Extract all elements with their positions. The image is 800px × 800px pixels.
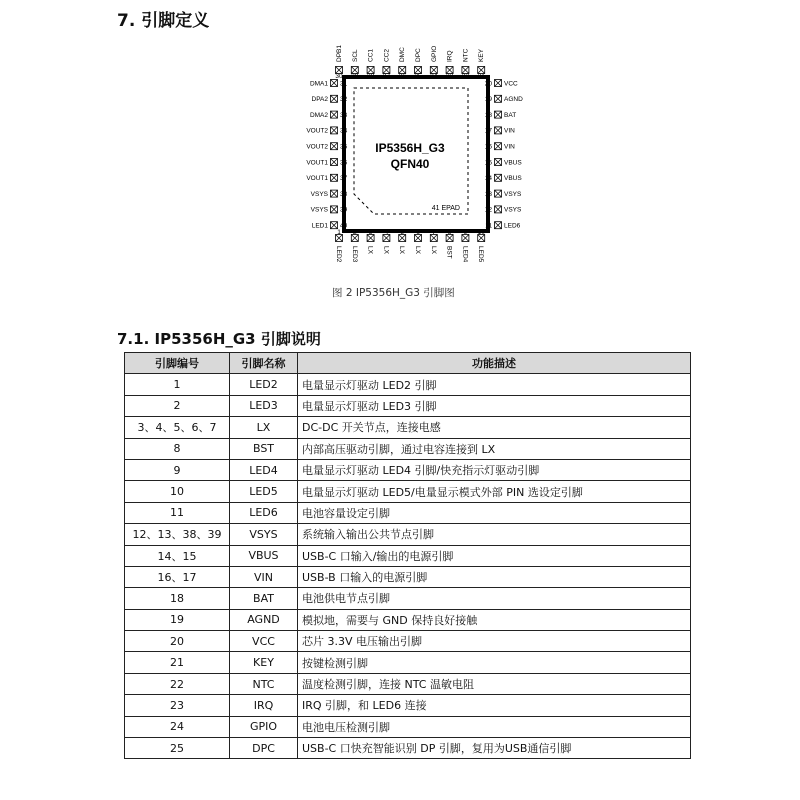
table-row bbox=[125, 417, 691, 438]
epad-label: 41 EPAD bbox=[431, 205, 460, 212]
table-row bbox=[125, 566, 691, 587]
pin-name: LX bbox=[382, 246, 390, 254]
table-title: 7.1. IP5356H_G3 引脚说明 bbox=[117, 330, 321, 348]
pin-number: 35 bbox=[340, 143, 348, 151]
pin-pad-right-5 bbox=[495, 159, 502, 166]
pin-number: 16 bbox=[484, 143, 492, 151]
pin-name: DMA1 bbox=[309, 80, 328, 88]
pin-number-cell: 8 bbox=[125, 438, 230, 459]
pin-number: 38 bbox=[340, 190, 348, 198]
pin-name: VOUT1 bbox=[306, 175, 328, 183]
pinout-diagram bbox=[0, 0, 800, 300]
pin-pad-left-2 bbox=[331, 111, 338, 118]
pin-name: VSYS bbox=[504, 206, 522, 214]
pin-number: 21 bbox=[477, 73, 485, 80]
pin-pad-right-0 bbox=[495, 80, 502, 87]
pin-number: 20 bbox=[484, 80, 492, 88]
pin-pad-right-6 bbox=[495, 174, 502, 181]
pin-name: LX bbox=[366, 246, 374, 254]
pin-pad-left-8 bbox=[331, 206, 338, 213]
pin-name-cell: LED2 bbox=[230, 374, 298, 395]
pin-name-cell: LX bbox=[230, 417, 298, 438]
function-cell: 内部高压驱动引脚，通过电容连接到 LX bbox=[298, 438, 691, 459]
pin-name: DMC bbox=[399, 47, 407, 62]
pin-number: 9 bbox=[463, 229, 468, 236]
pin-number-cell: 24 bbox=[125, 716, 230, 737]
pin-name: VBUS bbox=[504, 159, 522, 167]
pin-pad-left-5 bbox=[331, 159, 338, 166]
table-header-row bbox=[125, 353, 691, 374]
pin-name-cell: NTC bbox=[230, 673, 298, 694]
function-cell: 电池容量设定引脚 bbox=[298, 502, 691, 523]
pin-name: VSYS bbox=[504, 190, 522, 198]
pin-name: IRQ bbox=[446, 50, 454, 62]
pin-name: VOUT2 bbox=[306, 143, 328, 151]
function-cell: 电量显示灯驱动 LED5/电量显示模式外部 PIN 选设定引脚 bbox=[298, 481, 691, 502]
pin-pad-left-7 bbox=[331, 190, 338, 197]
pin-number: 27 bbox=[382, 73, 391, 80]
table-row bbox=[125, 652, 691, 673]
pin-pad-right-4 bbox=[495, 143, 502, 150]
table-row bbox=[125, 716, 691, 737]
pin-number: 33 bbox=[340, 111, 348, 119]
pin-number-cell: 16、17 bbox=[125, 566, 230, 587]
table-row bbox=[125, 438, 691, 459]
section-title: 7. 引脚定义 bbox=[117, 11, 210, 31]
pin-name: DPA2 bbox=[311, 96, 328, 104]
pin-number-cell: 9 bbox=[125, 459, 230, 480]
function-cell: 芯片 3.3V 电压输出引脚 bbox=[298, 631, 691, 652]
pin-name: LED4 bbox=[461, 246, 469, 263]
pin-number: 12 bbox=[484, 206, 492, 214]
function-cell: 电池电压检测引脚 bbox=[298, 716, 691, 737]
pin-number-cell: 19 bbox=[125, 609, 230, 630]
function-cell: 按键检测引脚 bbox=[298, 652, 691, 673]
pin-name: AGND bbox=[504, 96, 523, 104]
function-cell: 电量显示灯驱动 LED4 引脚/快充指示灯驱动引脚 bbox=[298, 459, 691, 480]
pin-number: 34 bbox=[340, 127, 348, 135]
pin-pad-right-1 bbox=[495, 95, 502, 102]
pin-number: 30 bbox=[335, 73, 343, 80]
pin-number-cell: 18 bbox=[125, 588, 230, 609]
pin-name: LX bbox=[414, 246, 421, 254]
pin-number-cell: 10 bbox=[125, 481, 230, 502]
pin-pad-left-1 bbox=[331, 95, 338, 102]
table-row bbox=[125, 545, 691, 566]
pin-name-cell: LED5 bbox=[230, 481, 298, 502]
pin-name: CC2 bbox=[383, 48, 391, 62]
table-row bbox=[125, 631, 691, 652]
pin-name-cell: VCC bbox=[230, 631, 298, 652]
pin-number: 22 bbox=[461, 73, 470, 80]
pin-number-cell: 23 bbox=[125, 695, 230, 716]
function-cell: 模拟地，需要与 GND 保持良好接触 bbox=[298, 609, 691, 630]
pin-name: LX bbox=[398, 246, 406, 254]
pin-number: 13 bbox=[484, 190, 492, 198]
pin-number: 2 bbox=[352, 229, 357, 236]
function-cell: 电池供电节点引脚 bbox=[298, 588, 691, 609]
pin-name: VOUT2 bbox=[306, 127, 328, 135]
pin-pad-right-8 bbox=[495, 206, 502, 213]
pin-number: 32 bbox=[340, 96, 348, 104]
pin-name-cell: BST bbox=[230, 438, 298, 459]
pin-name-cell: LED6 bbox=[230, 502, 298, 523]
pin-number: 7 bbox=[431, 229, 436, 236]
pin-name: CC1 bbox=[367, 48, 375, 62]
pin-name: SCL bbox=[351, 49, 359, 62]
chip-part-label: IP5356H_G3 bbox=[375, 141, 445, 155]
pin-name: VBUS bbox=[504, 175, 522, 183]
pin-number: 15 bbox=[484, 159, 492, 167]
function-cell: USB-C 口快充智能识别 DP 引脚，复用为USB通信引脚 bbox=[298, 738, 691, 759]
pin-number: 31 bbox=[340, 80, 348, 88]
pin-name-cell: AGND bbox=[230, 609, 298, 630]
pin-name-cell: VIN bbox=[230, 566, 298, 587]
table-row bbox=[125, 738, 691, 759]
pin-name: DMA2 bbox=[309, 111, 328, 119]
pin-number-cell: 12、13、38、39 bbox=[125, 524, 230, 545]
table-row bbox=[125, 588, 691, 609]
pin-name: VCC bbox=[504, 80, 518, 88]
pin-number: 29 bbox=[351, 73, 359, 80]
function-cell: DC-DC 开关节点，连接电感 bbox=[298, 417, 691, 438]
pin-number: 39 bbox=[340, 206, 348, 214]
pin-name-cell: KEY bbox=[230, 652, 298, 673]
table-row bbox=[125, 673, 691, 694]
pin-number: 24 bbox=[430, 73, 438, 80]
pin-number: 6 bbox=[416, 229, 420, 236]
function-cell: USB-B 口输入的电源引脚 bbox=[298, 566, 691, 587]
pin-number-cell: 21 bbox=[125, 652, 230, 673]
pin-number-cell: 22 bbox=[125, 673, 230, 694]
pin-number-cell: 20 bbox=[125, 631, 230, 652]
chip-package-label: QFN40 bbox=[390, 157, 430, 171]
pin-pad-right-9 bbox=[495, 222, 502, 229]
pin-pad-right-3 bbox=[495, 127, 502, 134]
function-cell: 电量显示灯驱动 LED3 引脚 bbox=[298, 395, 691, 416]
table-row bbox=[125, 502, 691, 523]
pin-number: 14 bbox=[484, 175, 492, 183]
table-row bbox=[125, 374, 691, 395]
function-cell: IRQ 引脚，和 LED6 连接 bbox=[298, 695, 691, 716]
pin-name: DPB1 bbox=[336, 45, 343, 62]
pin-name: BST bbox=[445, 246, 453, 259]
pin-name-cell: LED3 bbox=[230, 395, 298, 416]
pin-name-cell: LED4 bbox=[230, 459, 298, 480]
function-cell: 系统输入输出公共节点引脚 bbox=[298, 524, 691, 545]
table-row bbox=[125, 609, 691, 630]
pin-number-cell: 2 bbox=[125, 395, 230, 416]
pin-name: DPC bbox=[415, 48, 422, 62]
pin-name: LED5 bbox=[477, 246, 485, 263]
pin-number: 23 bbox=[445, 73, 454, 80]
function-cell: 温度检测引脚，连接 NTC 温敏电阻 bbox=[298, 673, 691, 694]
pin-name-cell: BAT bbox=[230, 588, 298, 609]
header-pin-number: 引脚编号 bbox=[125, 353, 230, 374]
table-row bbox=[125, 524, 691, 545]
pin-name-cell: VSYS bbox=[230, 524, 298, 545]
pin-name-cell: IRQ bbox=[230, 695, 298, 716]
header-pin-name: 引脚名称 bbox=[230, 353, 298, 374]
figure-caption: 图 2 IP5356H_G3 引脚图 bbox=[332, 287, 455, 299]
table-row bbox=[125, 395, 691, 416]
pin-name-cell: GPIO bbox=[230, 716, 298, 737]
pin-number: 36 bbox=[340, 159, 348, 167]
pin-name: KEY bbox=[478, 48, 486, 62]
pin-number: 40 bbox=[340, 222, 348, 230]
pin-number-cell: 3、4、5、6、7 bbox=[125, 417, 230, 438]
pin-number: 3 bbox=[368, 229, 373, 236]
header-function: 功能描述 bbox=[298, 353, 691, 374]
pin-number-cell: 11 bbox=[125, 502, 230, 523]
pin-name: LED3 bbox=[350, 246, 358, 263]
pin-pad-left-9 bbox=[331, 222, 338, 229]
pin-pad-right-7 bbox=[495, 190, 502, 197]
pin-number: 17 bbox=[484, 127, 492, 135]
function-cell: USB-C 口输入/输出的电源引脚 bbox=[298, 545, 691, 566]
pin-name: GPIO bbox=[430, 45, 438, 62]
pin-number: 19 bbox=[484, 96, 492, 104]
pin-name: LED6 bbox=[504, 222, 521, 230]
pin-name: VOUT1 bbox=[306, 159, 328, 167]
pin-name: LX bbox=[429, 246, 437, 254]
pin-pad-left-6 bbox=[331, 174, 338, 181]
pin-name-cell: DPC bbox=[230, 738, 298, 759]
pin-name: BAT bbox=[504, 111, 517, 119]
pin-number-cell: 25 bbox=[125, 738, 230, 759]
pin-pad-left-0 bbox=[331, 80, 338, 87]
pin-number: 18 bbox=[484, 111, 492, 119]
pin-number: 25 bbox=[414, 73, 422, 80]
pin-number: 26 bbox=[398, 73, 406, 80]
pin-name: VSYS bbox=[310, 206, 328, 214]
pin-name: NTC bbox=[462, 48, 470, 62]
pin-name-cell: VBUS bbox=[230, 545, 298, 566]
pin-number: 4 bbox=[384, 229, 389, 236]
pin-number: 28 bbox=[366, 73, 375, 80]
pin-number: 8 bbox=[447, 229, 452, 236]
pin-number: 37 bbox=[340, 175, 348, 183]
pin-pad-left-4 bbox=[331, 143, 338, 150]
pin-name: LED1 bbox=[311, 222, 328, 230]
pin-number-cell: 14、15 bbox=[125, 545, 230, 566]
pin-number: 5 bbox=[400, 229, 405, 236]
pin-name: VIN bbox=[504, 127, 515, 135]
pin-name: VIN bbox=[504, 143, 515, 151]
pin-pad-right-2 bbox=[495, 111, 502, 118]
pin-number: 1 bbox=[337, 229, 341, 236]
function-cell: 电量显示灯驱动 LED2 引脚 bbox=[298, 374, 691, 395]
table-row bbox=[125, 459, 691, 480]
table-row bbox=[125, 481, 691, 502]
table-row bbox=[125, 695, 691, 716]
pin-number-cell: 1 bbox=[125, 374, 230, 395]
pin-number: 11 bbox=[485, 222, 492, 230]
pin-pad-left-3 bbox=[331, 127, 338, 134]
pin-name: LED2 bbox=[335, 246, 342, 263]
pin-name: VSYS bbox=[310, 190, 328, 198]
pin-number: 10 bbox=[477, 229, 485, 236]
pin-description-table bbox=[124, 352, 691, 759]
